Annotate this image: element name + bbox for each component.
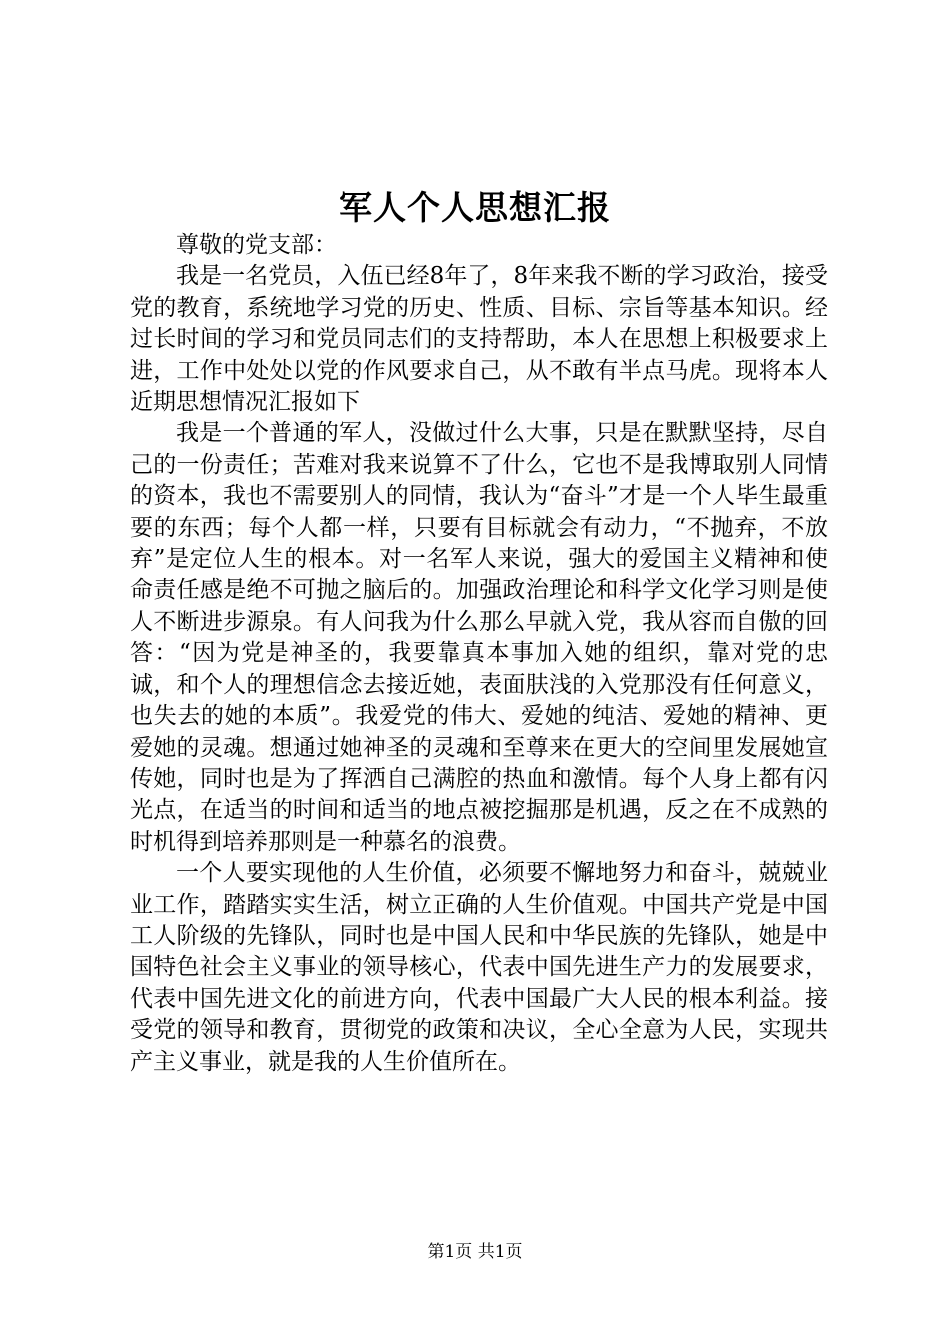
salutation: 尊敬的党支部： [176,232,337,258]
document-title: 军人个人思想汇报 [339,188,611,227]
paragraph-3: 一个人要实现他的人生价值，必须要不懈地努力和奋斗，兢兢业业工作，踏踏实实生活，树立正确的人生价值观。中国共产党是中国工人阶级的先锋队，同时也是中国人民和中华民族的先锋队，她是中国特色社会主义事业的领导核心，代表中国先进生产力的发展要求，代表中国先进文化的前进方向，代表中国最广大人民的根本利益。接受党的领导和教育，贯彻党的政策和决议，全心全意为人民，实现共产主义事业，就是我的人生价值所在。 [130,860,828,1075]
paragraph-2: 我是一个普通的军人，没做过什么大事，只是在默默坚持，尽自己的一份责任；苦难对我来说算不了什么，它也不是我博取别人同情的资本，我也不需要别人的同情，我认为“奋斗”才是一个人毕生最重要的东西；每个人都一样，只要有目标就会有动力，“不抛弃，不放弃”是定位人生的根本。对一名军人来说，强大的爱国主义精神和使命责任感是绝不可抛之脑后的。加强政治理论和科学文化学习则是使人不断进步源泉。有人问我为什么那么早就入党，我从容而自傲的回答：“因为党是神圣的，我要靠真本事加入她的组织，靠对党的忠诚，和个人的理想信念去接近她，表面肤浅的入党那没有任何意义，也失去的她的本质”。我爱党的伟大、爱她的纯洁、爱她的精神、更爱她的灵魂。想通过她神圣的灵魂和至尊来在更大的空间里发展她宣传她，同时也是为了挥洒自己满腔的热血和激情。每个人身上都有闪光点，在适当的时间和适当的地点被挖掘那是机遇，反之在不成熟的时机得到培养那则是一种慕名的浪费。 [130,420,828,855]
page-number-footer: 第1页 共1页 [427,1242,523,1262]
document-body [130,230,828,1078]
paragraph-1: 我是一名党员，入伍已经8年了，8年来我不断的学习政治，接受党的教育，系统地学习党的历史、性质、目标、宗旨等基本知识。经过长时间的学习和党员同志们的支持帮助，本人在思想上积极要求上进，工作中处处以党的作风要求自己，从不敢有半点马虎。现将本人近期思想情况汇报如下 [130,263,828,416]
